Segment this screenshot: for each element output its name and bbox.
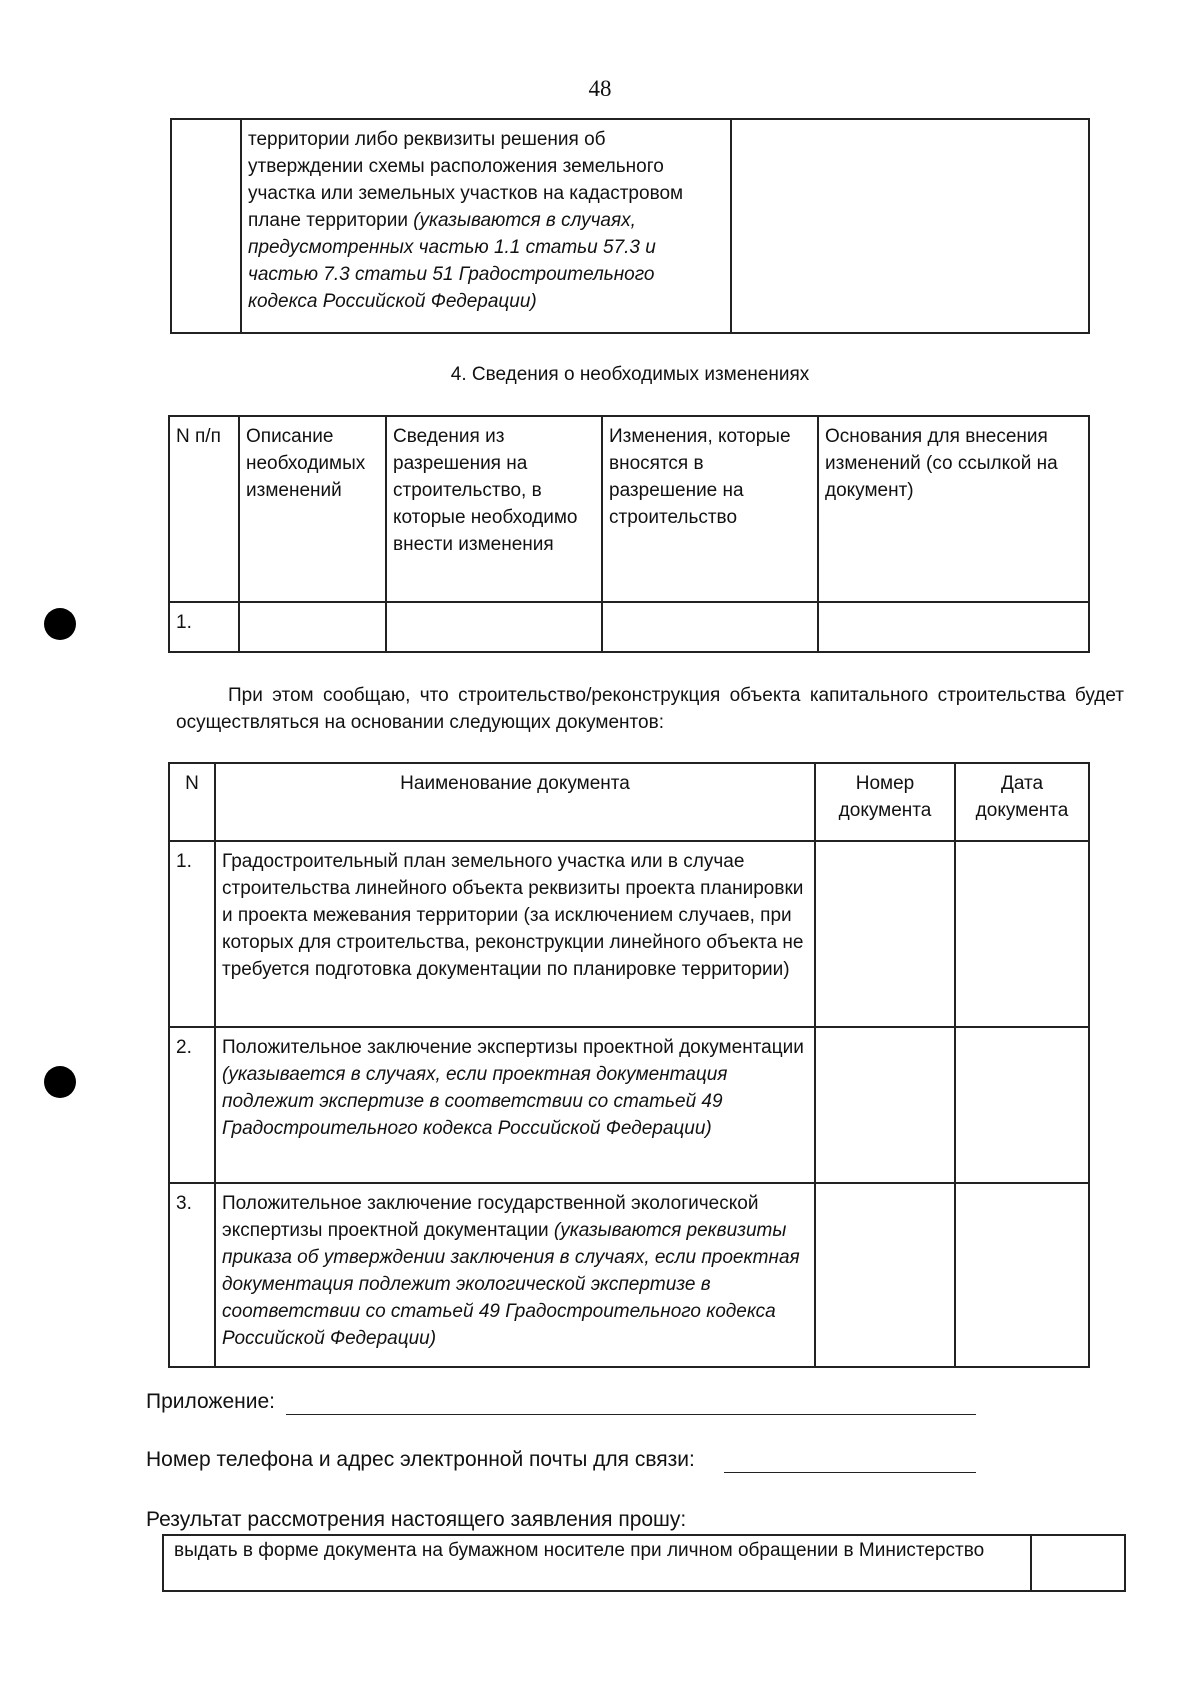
top-table-text-cell [241, 119, 731, 333]
result-option-text: выдать в форме документа на бумажном носителе при личном обращении в Министерство [163, 1535, 1031, 1591]
docs-row-number[interactable] [815, 1183, 955, 1367]
changes-row-grounds[interactable] [818, 602, 1089, 652]
docs-row-num: 2. [169, 1027, 215, 1183]
page-number: 48 [588, 76, 612, 101]
changes-row-description[interactable] [239, 602, 386, 652]
attachment-input-line[interactable] [286, 1414, 976, 1415]
attachment-label: Приложение: [146, 1390, 276, 1413]
documents-paragraph: При этом сообщаю, что строительство/реконструкция объекта капитального строительства будет осуществляться на основании следующих документов: [176, 685, 1124, 733]
docs-row-date[interactable] [955, 1027, 1089, 1183]
docs-row-num: 1. [169, 841, 215, 1027]
docs-header-date: Дата документа [955, 763, 1089, 841]
top-table [170, 118, 1090, 334]
docs-row-date[interactable] [955, 841, 1089, 1027]
table-row [169, 1027, 1089, 1183]
table-row [169, 841, 1089, 1027]
changes-header-description: Описание необходимых изменений [239, 416, 386, 602]
docs-row-date[interactable] [955, 1183, 1089, 1367]
documents-table [168, 762, 1090, 1368]
top-table-num-cell [171, 119, 241, 333]
changes-table [168, 415, 1090, 653]
docs-row-number[interactable] [815, 1027, 955, 1183]
changes-header-changes: Изменения, которые вносятся в разрешение на строительство [602, 416, 818, 602]
changes-header-grounds: Основания для внесения изменений (со ссылкой на документ) [818, 416, 1089, 602]
top-table-note: (указываются в случаях, предусмотренных частью 1.1 статьи 57.3 и частью 7.3 статьи 51 Градостроительного кодекса Российской Федерации) [248, 210, 656, 312]
punch-hole-top [44, 608, 76, 640]
table-row [169, 602, 1089, 652]
docs-header-num: N [169, 763, 215, 841]
contact-label: Номер телефона и адрес электронной почты для связи: [146, 1448, 695, 1471]
docs-row-name: Положительное заключение государственной экологической экспертизы проектной документации (указываются реквизиты приказа об утверждении заключения в случаях, если проектная документация подлежит экологической экспертизе в соответствии со статьей 49 Градостроительного кодекса Российской Федерации) [215, 1183, 815, 1367]
result-option-checkbox[interactable] [1031, 1535, 1125, 1591]
docs-row-name: Положительное заключение экспертизы проектной документации (указывается в случаях, если проектная документация подлежит экспертизе в соответствии со статьей 49 Градостроительного кодекса Российской Федерации) [215, 1027, 815, 1183]
section4-title: 4. Сведения о необходимых изменениях [450, 364, 810, 385]
docs-row-number[interactable] [815, 841, 955, 1027]
top-table-value-cell[interactable] [731, 119, 1089, 333]
changes-row-changes[interactable] [602, 602, 818, 652]
docs-row-num: 3. [169, 1183, 215, 1367]
contact-input-line[interactable] [724, 1472, 976, 1473]
result-table [162, 1534, 1126, 1592]
changes-header-num: N п/п [169, 416, 239, 602]
table-row [169, 1183, 1089, 1367]
punch-hole-bottom [44, 1066, 76, 1098]
changes-row-permit-info[interactable] [386, 602, 602, 652]
docs-header-number: Номер документа [815, 763, 955, 841]
top-table-text: территории либо реквизиты решения об утверждении схемы расположения земельного участка или земельных участков на кадастровом плане территории [248, 129, 684, 231]
changes-row-num: 1. [169, 602, 239, 652]
docs-header-name: Наименование документа [215, 763, 815, 841]
changes-header-permit-info: Сведения из разрешения на строительство, в которые необходимо внести изменения [386, 416, 602, 602]
result-label: Результат рассмотрения настоящего заявления прошу: [146, 1508, 687, 1531]
docs-row-name: Градостроительный план земельного участка или в случае строительства линейного объекта реквизиты проекта планировки и проекта межевания территории (за исключением случаев, при которых для строительства, реконструкции линейного объекта не требуется подготовка документации по планировке территории) [215, 841, 815, 1027]
